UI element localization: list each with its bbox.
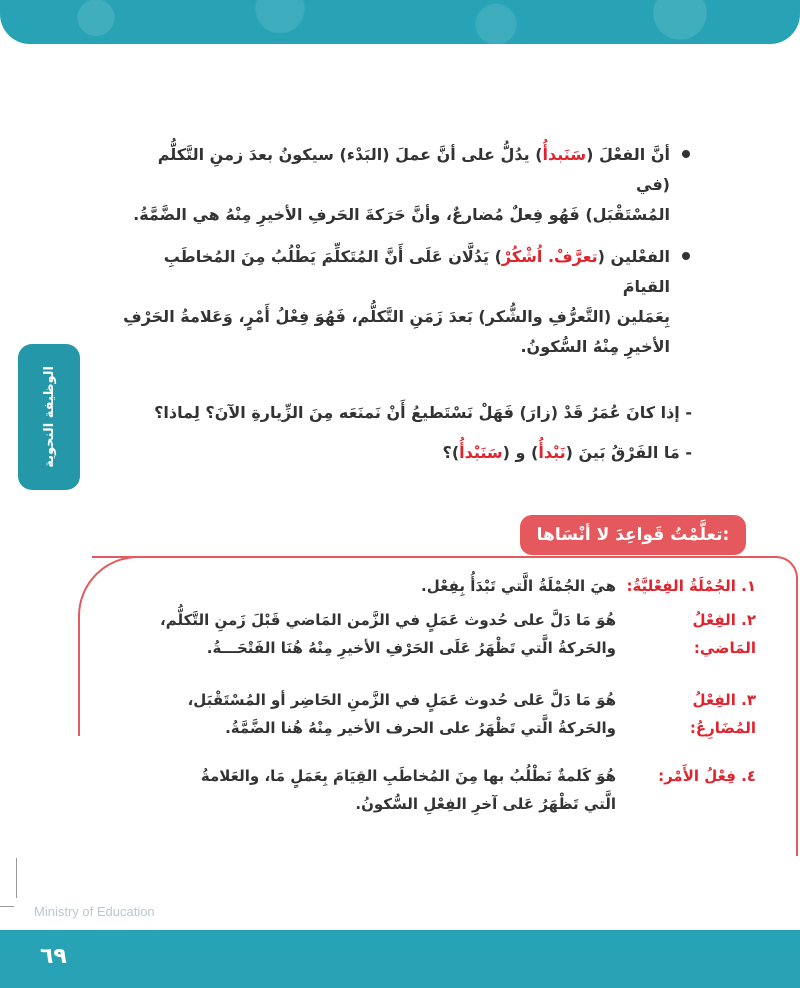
side-tab <box>18 344 80 490</box>
bottom-bar <box>0 930 800 988</box>
rule-item <box>116 572 756 600</box>
bullet-line: الفعْلين (تعرَّفْ. اُشْكُرْ) يَدُلَّان عَلَى أَنَّ المُتَكلِّمَ يَطْلُبُ مِنَ المُخاطَبِ القيامَ <box>163 247 670 296</box>
highlighted-verb: نَبْدأُ <box>538 443 566 462</box>
top-banner <box>0 0 800 44</box>
rule-term: ٣. الفِعْلُ المُضَارِعُ: <box>689 691 756 737</box>
bullet-line: بِعَمَلين (التَّعرُّفِ والشُّكر) بَعدَ زَمَنِ التَّكلُّم، فَهُوَ فِعْلُ أَمْرٍ، وَعَلامةُ الحَرْفِ <box>123 307 670 326</box>
bullet-item <box>120 242 692 362</box>
rule-item <box>116 762 756 818</box>
question-line: - إذا كانَ عُمَرُ قَدْ (زارَ) فَهَلْ نَسْتَطيعُ أَنْ نَمنَعَه مِنَ الزِّيارةِ الآنَ؟ لِماذا؟ <box>154 403 692 422</box>
rule-item <box>116 606 756 662</box>
bullet-line: المُسْتَقْبَل) فَهُو فِعلٌ مُضارعٌ، وأنَّ حَرَكةَ الحَرفِ الأخيرِ مِنْهُ هي الضَّمَّةُ. <box>133 205 670 224</box>
rule-definition: هُوَ مَا دَلَّ عَلى حُدوث عَمَلٍ في الزَّمنِ الحَاضِر أو المُسْتَقْبَل، والحَركةُ الَّتي تَظْهَرُ على الحرف الأخير مِنْهُ هُنا الضَّمَّةُ. <box>187 691 616 737</box>
rule-item <box>116 686 756 742</box>
bullet-dot <box>682 150 690 158</box>
page-number: ٦٩ <box>40 944 67 969</box>
question-line: - مَا الفَرْقُ بَينَ (نَبْدأُ) و (سَنَبْدأُ)؟ <box>442 443 692 462</box>
rules-header: تعلَّمْتُ قَواعِدَ لا أنْسَاها: <box>520 515 746 555</box>
rule-term: ٤. فِعْلُ الأَمْر: <box>658 767 756 785</box>
rule-definition: هُوَ كَلمةٌ نَطْلُبُ بها مِنَ المُخاطَبِ القِيَامَ بِعَمَلٍ مَا، والعَلامةُ الَّتي تَظْهَرُ عَلى آخرِ الفِعْلِ السُّكونُ. <box>200 767 616 813</box>
rule-term: ٢. الفِعْلُ المَاضي: <box>692 611 756 657</box>
rule-term: ١. الجُمْلَةُ الفِعْليَّةُ: <box>626 577 756 595</box>
rule-definition: هيَ الجُمْلَةُ الَّتي تَبْدَأُ بِفِعْل. <box>421 577 616 595</box>
questions <box>132 400 692 480</box>
side-tab-label: الوظيفة النحوية <box>41 366 57 468</box>
bullet-list <box>120 140 692 374</box>
bullet-dot <box>682 252 690 260</box>
bullet-line: الأخيرِ مِنْهُ السُّكونُ. <box>520 337 670 356</box>
rule-definition: هُوَ مَا دَلَّ على حُدوث عَمَلٍ في الزَّمن المَاضي قَبْلَ زَمنِ التَّكلُّم، والحَركةُ الَّتي تَظْهَرُ عَلَى الحَرْفِ الأخيرِ مِنْهُ هُنَا الفَتْحَـــةُ. <box>160 611 616 657</box>
highlighted-verb: سَنَبْدأُ <box>459 443 503 462</box>
crop-mark <box>16 858 17 898</box>
ministry-watermark: Ministry of Education <box>34 904 155 919</box>
banner-pattern <box>0 0 800 44</box>
bullet-line: أنَّ الفعْلَ (سَنَبدأُ) يدُلُّ على أنَّ عملَ (البَدْء) سيكونُ بعدَ زمنِ التَّكلُّم (في <box>157 145 670 194</box>
crop-mark <box>0 906 14 907</box>
highlighted-verb: تعرَّفْ. اُشْكُرْ <box>501 247 598 266</box>
highlighted-verb: سَنَبدأُ <box>542 145 587 164</box>
bullet-item <box>120 140 692 230</box>
